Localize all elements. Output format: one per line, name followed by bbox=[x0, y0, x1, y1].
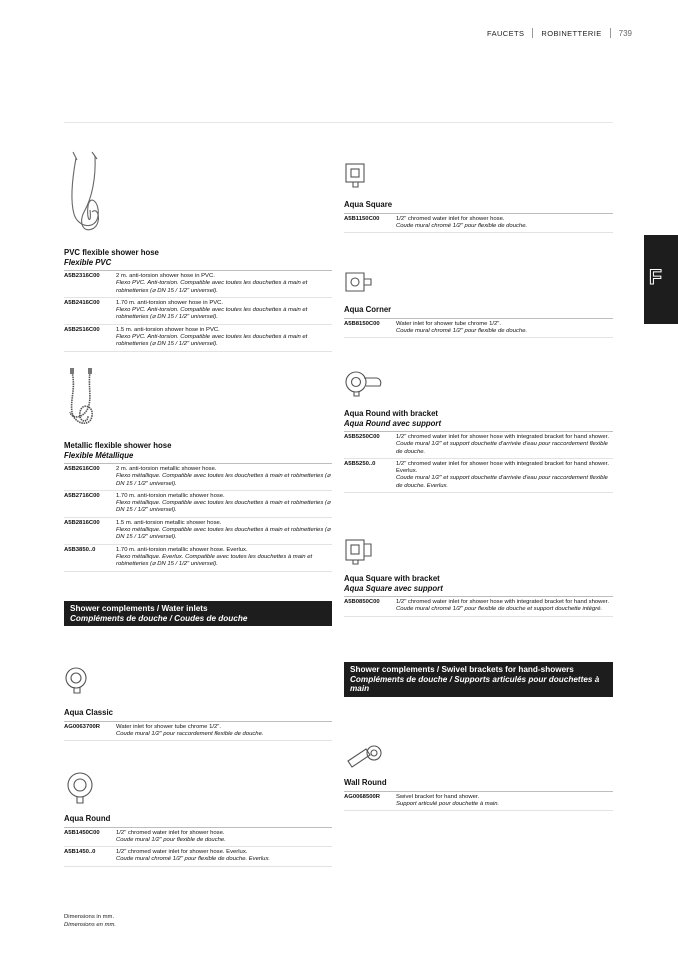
item-desc-fr: Coude mural chromé 1/2" pour flexible de douche. Everlux. bbox=[116, 856, 271, 863]
item-code: A5B3850..0 bbox=[64, 546, 96, 553]
aqua-square-title: Aqua Square bbox=[344, 200, 393, 209]
item-code: AG0063700R bbox=[64, 723, 101, 730]
item-desc-fr: Coude mural 1/2" pour flexible de douche. bbox=[116, 836, 226, 843]
table-row bbox=[344, 459, 613, 493]
table-row bbox=[64, 518, 332, 545]
table-row bbox=[64, 271, 332, 298]
wall-round-block bbox=[344, 778, 613, 811]
aqua-square-icon bbox=[344, 162, 368, 188]
item-desc-en: 1.5 m. anti-torsion metallic shower hose. bbox=[116, 519, 222, 526]
item-desc-en: 1/2" chromed water inlet for shower hose with integrated bracket for hand shower. Everlux. bbox=[396, 460, 609, 475]
aqua-classic-block bbox=[64, 708, 332, 741]
aqua-round-title: Aqua Round bbox=[64, 814, 111, 823]
table-row bbox=[344, 597, 613, 617]
item-desc-en: Water inlet for shower tube chrome 1/2". bbox=[396, 320, 502, 327]
item-desc-fr: Flexo PVC. Anti-torsion. Compatible avec toutes les douchettes à main et robinetteries (⌀ DN 15 / 1/2" universel). bbox=[116, 334, 308, 348]
table-row bbox=[64, 298, 332, 325]
item-desc-fr: Flexo métallique. Compatible avec toutes les douchettes à main et robinetteries (⌀ DN 15 / 1/2" universel). bbox=[116, 500, 331, 514]
footer-note bbox=[64, 913, 116, 929]
table-row bbox=[344, 319, 613, 339]
pvc-hose-title: PVC flexible shower hose bbox=[64, 248, 159, 257]
water-inlets-banner-title-fr: Compléments de douche / Coudes de douche bbox=[70, 613, 248, 623]
item-desc-en: 1/2" chromed water inlet for shower hose. bbox=[396, 215, 505, 222]
aqua-classic-title: Aqua Classic bbox=[64, 708, 113, 717]
water-inlets-banner bbox=[64, 601, 332, 626]
table-row bbox=[64, 464, 332, 491]
aqua-round-table bbox=[64, 827, 332, 867]
aqua-round-bracket-block bbox=[344, 409, 613, 493]
item-desc-fr: Flexo PVC. Anti-torsion. Compatible avec toutes les douchettes à main et robinetteries (⌀ DN 15 / 1/2" universel). bbox=[116, 280, 308, 294]
aqua-classic-table bbox=[64, 721, 332, 742]
aqua-square-bracket-table bbox=[344, 596, 613, 617]
header-faucets: FAUCETS bbox=[487, 28, 525, 38]
pvc-hose-title-fr: Flexible PVC bbox=[64, 257, 112, 267]
table-row bbox=[64, 828, 332, 848]
header-robinetterie: ROBINETTERIE bbox=[541, 28, 602, 38]
item-desc-en: 1/2" chromed water inlet for shower hose with integrated bracket for hand shower. bbox=[396, 434, 609, 440]
item-desc-en: 2 m. anti-torsion metallic shower hose. bbox=[116, 466, 217, 472]
aqua-round-bracket-table bbox=[344, 431, 613, 493]
item-desc-fr: Coude mural 1/2" pour raccordement flexible de douche. bbox=[116, 730, 264, 737]
item-desc-en: 1.70 m. anti-torsion shower hose in PVC. bbox=[116, 299, 224, 306]
item-desc-en: 1/2" chromed water inlet for shower hose. Everlux. bbox=[116, 849, 248, 856]
metal-hose-block bbox=[64, 441, 332, 572]
item-desc-fr: Flexo métallique. Compatible avec toutes les douchettes à main et robinetteries (⌀ DN 15 / 1/2" universel). bbox=[116, 473, 331, 487]
item-desc-fr: Coude mural chromé 1/2" pour flexible de douche. bbox=[396, 327, 528, 334]
aqua-classic-icon bbox=[64, 665, 92, 695]
item-code: A5B2516C00 bbox=[64, 326, 100, 333]
aqua-corner-title: Aqua Corner bbox=[344, 305, 392, 314]
item-code: A5B2716C00 bbox=[64, 492, 100, 499]
item-code: A5B2416C00 bbox=[64, 299, 100, 306]
aqua-round-bracket-icon bbox=[344, 368, 384, 398]
item-code: A5B1450C00 bbox=[64, 829, 100, 836]
metal-hose-title-fr: Flexible Métallique bbox=[64, 450, 134, 460]
item-code: AG0068500R bbox=[344, 793, 381, 800]
page-number: 739 bbox=[618, 28, 632, 38]
item-code: A5B2316C00 bbox=[64, 273, 100, 279]
swivel-brackets-banner-title: Shower complements / Swivel brackets for hand-showers bbox=[350, 665, 574, 674]
item-desc-en: 1.70 m. anti-torsion metallic shower hose. bbox=[116, 492, 225, 499]
swivel-brackets-banner bbox=[344, 662, 613, 697]
aqua-corner-table bbox=[344, 318, 613, 339]
table-row bbox=[344, 432, 613, 459]
aqua-corner-block bbox=[344, 305, 613, 338]
table-row bbox=[64, 545, 332, 572]
aqua-round-bracket-title-fr: Aqua Round avec support bbox=[344, 418, 442, 428]
item-desc-en: Swivel bracket for hand shower. bbox=[396, 793, 480, 800]
wall-round-icon bbox=[344, 741, 384, 769]
item-desc-fr: Flexo métallique. Compatible avec toutes les douchettes à main et robinetteries (⌀ DN 15 / 1/2" universel). bbox=[116, 527, 331, 541]
item-desc-en: 1.70 m. anti-torsion metallic shower hose. Everlux. bbox=[116, 546, 248, 553]
item-code: A5B8150C00 bbox=[344, 320, 380, 327]
section-tab bbox=[644, 235, 678, 324]
aqua-square-bracket-title-fr: Aqua Square avec support bbox=[344, 583, 443, 593]
aqua-square-bracket-block bbox=[344, 574, 613, 617]
item-code: A5B5250C00 bbox=[344, 434, 380, 440]
swivel-brackets-banner-title-fr: Compléments de douche / Supports articulés pour douchettes à main bbox=[350, 674, 600, 693]
item-desc-en: 1.5 m. anti-torsion shower hose in PVC. bbox=[116, 326, 220, 333]
table-row bbox=[64, 325, 332, 352]
item-desc-en: 1/2" chromed water inlet for shower hose with integrated bracket for hand shower. bbox=[396, 599, 609, 605]
footer-dimensions-en: Dimensions in mm. bbox=[64, 914, 115, 920]
item-code: A5B1150C00 bbox=[344, 215, 380, 222]
item-code: A5B2616C00 bbox=[64, 466, 100, 472]
water-inlets-banner-title: Shower complements / Water inlets bbox=[70, 604, 208, 613]
section-tab-letter: F bbox=[649, 266, 662, 289]
item-desc-fr: Support articulé pour douchette à main. bbox=[396, 800, 500, 807]
table-row bbox=[64, 722, 332, 742]
item-desc-fr: Coude mural 1/2" et support douchette d'arrivée d'eau pour raccordement flexible de douche. Everlux. bbox=[396, 475, 608, 489]
item-desc-fr: Coude mural chromé 1/2" pour flexible de douche. bbox=[396, 222, 528, 229]
item-desc-fr: Flexo métallique. Everlux. Compatible avec toutes les douchettes à main et robinetteries (⌀ DN 15 / 1/2" universel). bbox=[116, 553, 313, 568]
header-separator bbox=[610, 28, 611, 38]
header-separator bbox=[532, 28, 533, 38]
metal-hose-icon bbox=[62, 368, 102, 430]
item-code: A5B0850C00 bbox=[344, 599, 380, 605]
aqua-round-bracket-title: Aqua Round with bracket bbox=[344, 409, 439, 418]
item-code: A5B1450..0 bbox=[64, 849, 96, 856]
aqua-square-bracket-icon bbox=[344, 536, 374, 566]
page-header bbox=[487, 28, 632, 38]
item-desc-en: 1/2" chromed water inlet for shower hose. bbox=[116, 829, 225, 836]
table-row bbox=[344, 214, 613, 234]
item-desc-fr: Coude mural chromé 1/2" pour flexible de douche et support douchette intégré. bbox=[396, 606, 603, 613]
aqua-round-block bbox=[64, 814, 332, 867]
item-desc-fr: Flexo PVC. Anti-torsion. Compatible avec toutes les douchettes à main et robinetteries (⌀ DN 15 / 1/2" universel). bbox=[116, 307, 308, 321]
item-desc-en: Water inlet for shower tube chrome 1/2". bbox=[116, 723, 222, 730]
pvc-hose-icon bbox=[62, 150, 112, 240]
aqua-square-bracket-title: Aqua Square with bracket bbox=[344, 574, 440, 583]
wall-round-table bbox=[344, 791, 613, 812]
header-rule bbox=[64, 122, 613, 123]
item-desc-fr: Coude mural 1/2" et support douchette d'arrivée d'eau pour raccordement flexible de douche. bbox=[396, 441, 608, 455]
item-code: A5B2816C00 bbox=[64, 519, 100, 526]
table-row bbox=[64, 491, 332, 518]
aqua-square-block bbox=[344, 200, 613, 233]
footer-dimensions-fr: Dimensions en mm. bbox=[64, 922, 117, 928]
pvc-hose-block bbox=[64, 248, 332, 352]
pvc-hose-table bbox=[64, 270, 332, 352]
metal-hose-title: Metallic flexible shower hose bbox=[64, 441, 172, 450]
item-code: A5B5250..0 bbox=[344, 460, 376, 467]
aqua-corner-icon bbox=[344, 269, 374, 295]
metal-hose-table bbox=[64, 463, 332, 572]
item-desc-en: 2 m. anti-torsion shower hose in PVC. bbox=[116, 273, 215, 279]
aqua-round-icon bbox=[66, 771, 96, 805]
wall-round-title: Wall Round bbox=[344, 778, 387, 787]
table-row bbox=[64, 847, 332, 867]
table-row bbox=[344, 792, 613, 812]
aqua-square-table bbox=[344, 213, 613, 234]
